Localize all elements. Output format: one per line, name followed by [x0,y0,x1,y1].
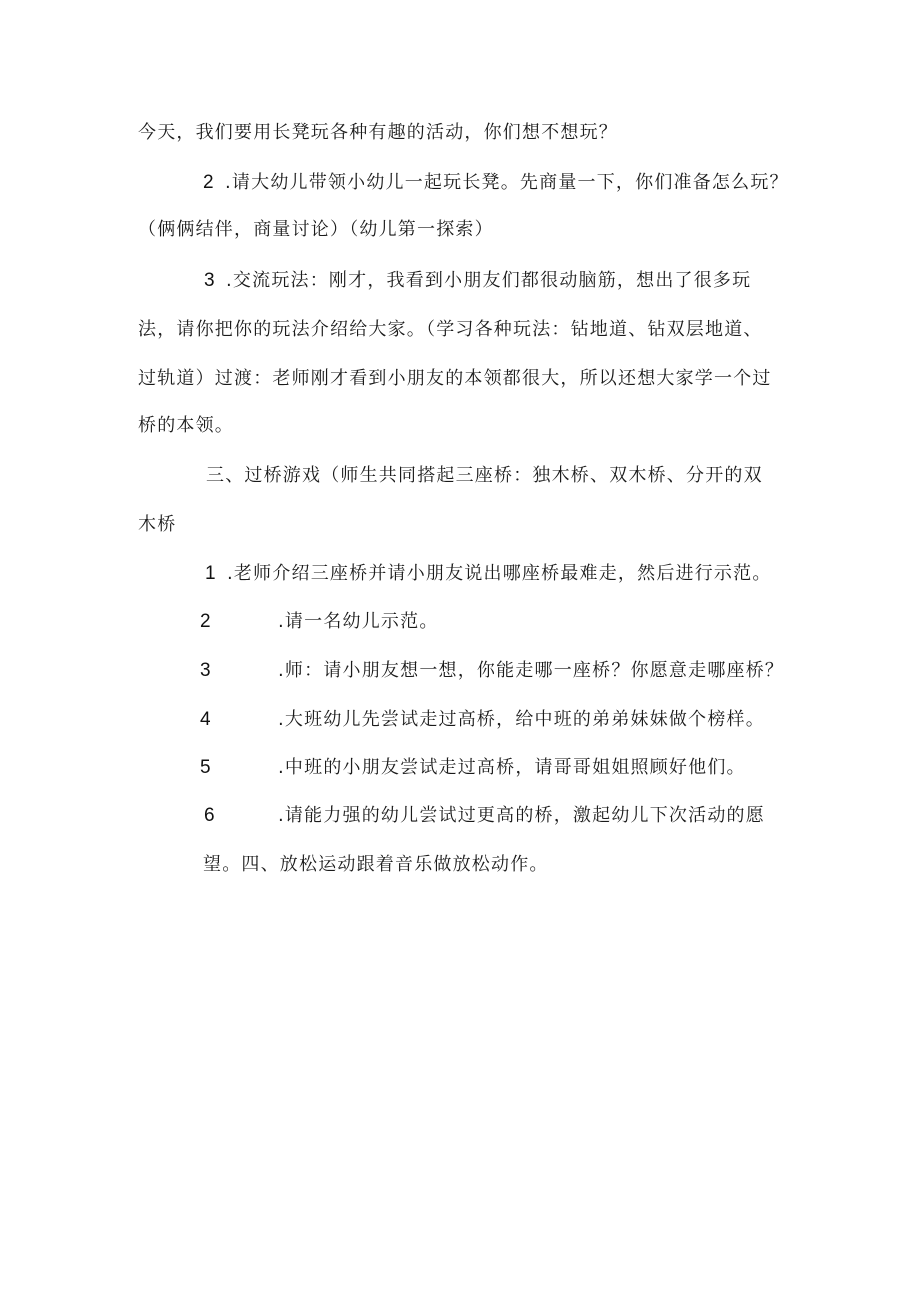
step-3-line-1: .交流玩法：刚才，我看到小朋友们都很动脑筋，想出了很多玩 [226,270,752,291]
list-item-2-text: .请一名幼儿示范。 [278,611,439,632]
list-item-6-number: 6 [204,805,215,826]
step-2-number: 2 [203,172,214,193]
step-3-line-3: 过轨道）过渡：老师刚才看到小朋友的本领都很大，所以还想大家学一个过 [138,368,772,389]
list-item-3-text: .师：请小朋友想一想，你能走哪一座桥？你愿意走哪座桥？ [278,660,785,681]
section-3-heading-line-1: 三、过桥游戏（师生共同搭起三座桥：独木桥、双木桥、分开的双 [206,465,763,486]
list-item-4-number: 4 [200,709,211,730]
list-item-5-number: 5 [200,757,211,778]
step-3-line-4: 桥的本领。 [138,415,234,436]
closing-line: 望。四、放松运动跟着音乐做放松动作。 [203,854,549,875]
step-3-line-2: 法，请你把你的玩法介绍给大家。（学习各种玩法：钻地道、钻双层地道、 [138,319,763,340]
list-item-5-text: .中班的小朋友尝试走过高桥，请哥哥姐姐照顾好他们。 [278,757,746,778]
step-2-line-1: .请大幼儿带领小幼儿一起玩长凳。先商量一下，你们准备怎么玩？ [225,172,789,193]
step-3-number: 3 [204,270,215,291]
list-item-4-text: .大班幼儿先尝试走过高桥，给中班的弟弟妹妹做个榜样。 [278,709,765,730]
list-item-3-number: 3 [200,660,211,681]
list-item-1-number: 1 [205,563,216,584]
section-3-heading-line-2: 木桥 [138,514,177,535]
list-item-6-text: .请能力强的幼儿尝试过更高的桥，激起幼儿下次活动的愿 [278,805,765,826]
step-2-line-2: （俩俩结伴，商量讨论）（幼儿第一探索） [138,219,494,240]
list-item-1-text: .老师介绍三座桥并请小朋友说出哪座桥最难走，然后进行示范。 [227,563,772,584]
list-item-2-number: 2 [200,611,211,632]
intro-paragraph: 今天，我们要用长凳玩各种有趣的活动，你们想不想玩？ [138,122,618,143]
